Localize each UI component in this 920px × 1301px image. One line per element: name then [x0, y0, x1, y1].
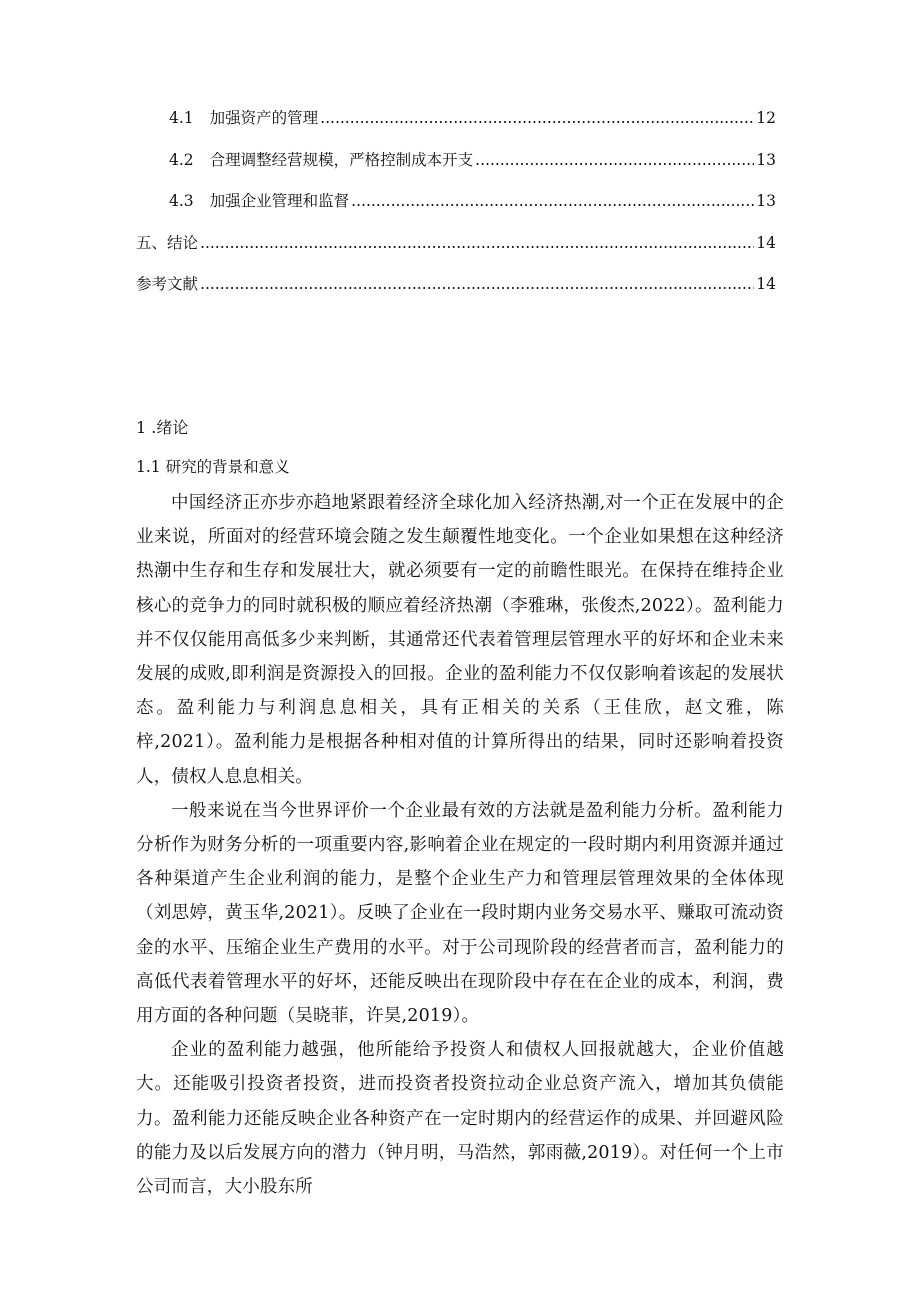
- toc-entry-page: 13: [756, 150, 776, 169]
- toc-entry-page: 14: [756, 275, 776, 293]
- table-of-contents: [136, 104, 776, 312]
- toc-entry-4-1[interactable]: [136, 104, 776, 146]
- chapter-heading: 1 .绪论: [136, 418, 189, 437]
- toc-entry-page: 14: [756, 233, 776, 252]
- toc-entry-title: 参考文献: [136, 275, 199, 293]
- body-text: [136, 486, 784, 1204]
- toc-dot-leader: [351, 187, 754, 215]
- toc-entry-references[interactable]: [136, 270, 776, 312]
- toc-entry-title: 五、结论: [136, 233, 199, 252]
- paragraph: 中国经济正亦步亦趋地紧跟着经济全球化加入经济热潮,对一个正在发展中的企业来说，所面对的经营环境会随之发生颠覆性地变化。一个企业如果想在这种经济热潮中生存和生存和发展壮大，就必须要有一定的前瞻性眼光。在保持在维持企业核心的竞争力的同时就积极的顺应着经济热潮（李雅琳，张俊杰,2022）。盈利能力并不仅仅能用高低多少来判断，其通常还代表着管理层管理水平的好坏和企业未来发展的成败,即利润是资源投入的回报。企业的盈利能力不仅仅影响着该起的发展状态。盈利能力与利润息息相关，具有正相关的关系（王佳欣，赵文雅，陈梓,2021）。盈利能力是根据各种相对值的计算所得出的结果，同时还影响着投资人，债权人息息相关。: [136, 493, 784, 787]
- paragraph: 一般来说在当今世界评价一个企业最有效的方法就是盈利能力分析。盈利能力分析作为财务分析的一项重要内容,影响着企业在规定的一段时期内利用资源并通过各种渠道产生企业利润的能力，是整个企业生产力和管理层管理效果的全体体现（刘思婷，黄玉华,2021）。反映了企业在一段时期内业务交易水平、赚取可流动资金的水平、压缩企业生产费用的水平。对于公司现阶段的经营者而言，盈利能力的高低代表着管理水平的好坏，还能反映出在现阶段中存在在企业的成本，利润，费用方面的各种问题（吴晓菲，许昊,2019）。: [136, 800, 784, 1027]
- toc-dot-leader: [320, 104, 754, 132]
- toc-dot-leader: [200, 229, 754, 257]
- toc-entry-page: 13: [756, 192, 776, 210]
- toc-entry-4-2[interactable]: [136, 146, 776, 188]
- toc-entry-page: 12: [756, 109, 776, 127]
- toc-entry-title: 加强资产的管理: [209, 109, 319, 127]
- toc-entry-title: 合理调整经营规模，严格控制成本开支: [209, 150, 474, 169]
- section-heading: 1.1 研究的背景和意义: [136, 458, 290, 476]
- paragraph: 企业的盈利能力越强，他所能给予投资人和债权人回报就越大，企业价值越大。还能吸引投资者投资，进而投资者投资拉动企业总资产流入，增加其负债能力。盈利能力还能反映企业各种资产在一定时期内的经营运作的成果、并回避风险的能力及以后发展方向的潜力（钟月明，马浩然，郭雨薇,2019）。对任何一个上市公司而言，大小股东所: [136, 1040, 784, 1198]
- toc-entry-number: 4.1: [169, 109, 194, 127]
- toc-entry-number: 4.2: [169, 150, 194, 169]
- toc-dot-leader: [200, 270, 754, 298]
- toc-entry-4-3[interactable]: [136, 187, 776, 229]
- toc-dot-leader: [475, 146, 754, 174]
- toc-entry-number: 4.3: [169, 192, 194, 210]
- toc-entry-title: 加强企业管理和监督: [209, 192, 350, 210]
- toc-entry-conclusion[interactable]: [136, 229, 776, 271]
